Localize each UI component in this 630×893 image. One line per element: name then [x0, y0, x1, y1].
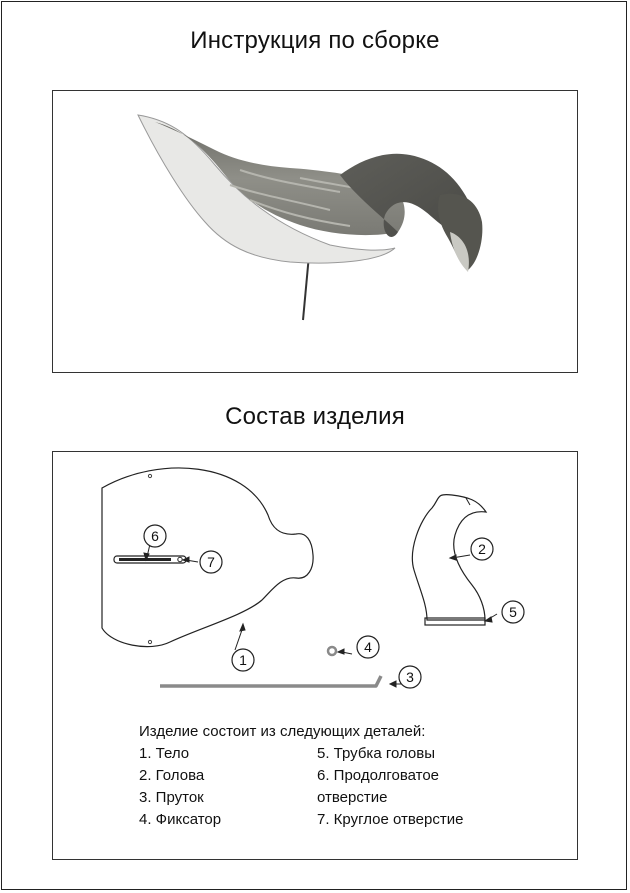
- part-item-3: 3. Пруток: [139, 789, 204, 806]
- page-title: Инструкция по сборке: [190, 27, 440, 54]
- part-item-5: 5. Трубка головы: [317, 745, 436, 762]
- part-item-7: 7. Круглое отверстие: [317, 811, 464, 828]
- round-hole: [178, 557, 182, 561]
- callout-label-1: 1: [239, 652, 247, 668]
- part-item-2: 2. Голова: [139, 767, 205, 784]
- body-dot-bottom: [148, 640, 151, 643]
- arrow-3: [390, 681, 396, 687]
- callout-label-7: 7: [207, 554, 215, 570]
- arrow-5: [485, 617, 492, 622]
- arrow-2: [450, 555, 456, 560]
- parts-list-right-column: [317, 743, 507, 831]
- body-dot-top: [148, 474, 151, 477]
- fixator-ring: [328, 647, 336, 655]
- part-item-1: 1. Тело: [139, 745, 190, 762]
- section-title: Состав изделия: [225, 403, 405, 430]
- parts-list-intro: Изделие состоит из следующих деталей:: [139, 723, 426, 740]
- part-item-4: 4. Фиксатор: [139, 811, 222, 828]
- parts-list-left-column: [139, 743, 221, 831]
- rod: [160, 676, 381, 686]
- callout-label-4: 4: [364, 639, 372, 655]
- callout-label-6: 6: [151, 528, 159, 544]
- callout-label-3: 3: [406, 669, 414, 685]
- arrow-1: [240, 624, 245, 631]
- callout-label-5: 5: [509, 604, 517, 620]
- part-item-6: 6. Продолговатое отверстие: [317, 767, 440, 806]
- callout-label-2: 2: [478, 541, 486, 557]
- head-tube: [425, 618, 485, 625]
- arrow-4: [338, 649, 344, 654]
- oblong-slot-fill: [119, 558, 171, 561]
